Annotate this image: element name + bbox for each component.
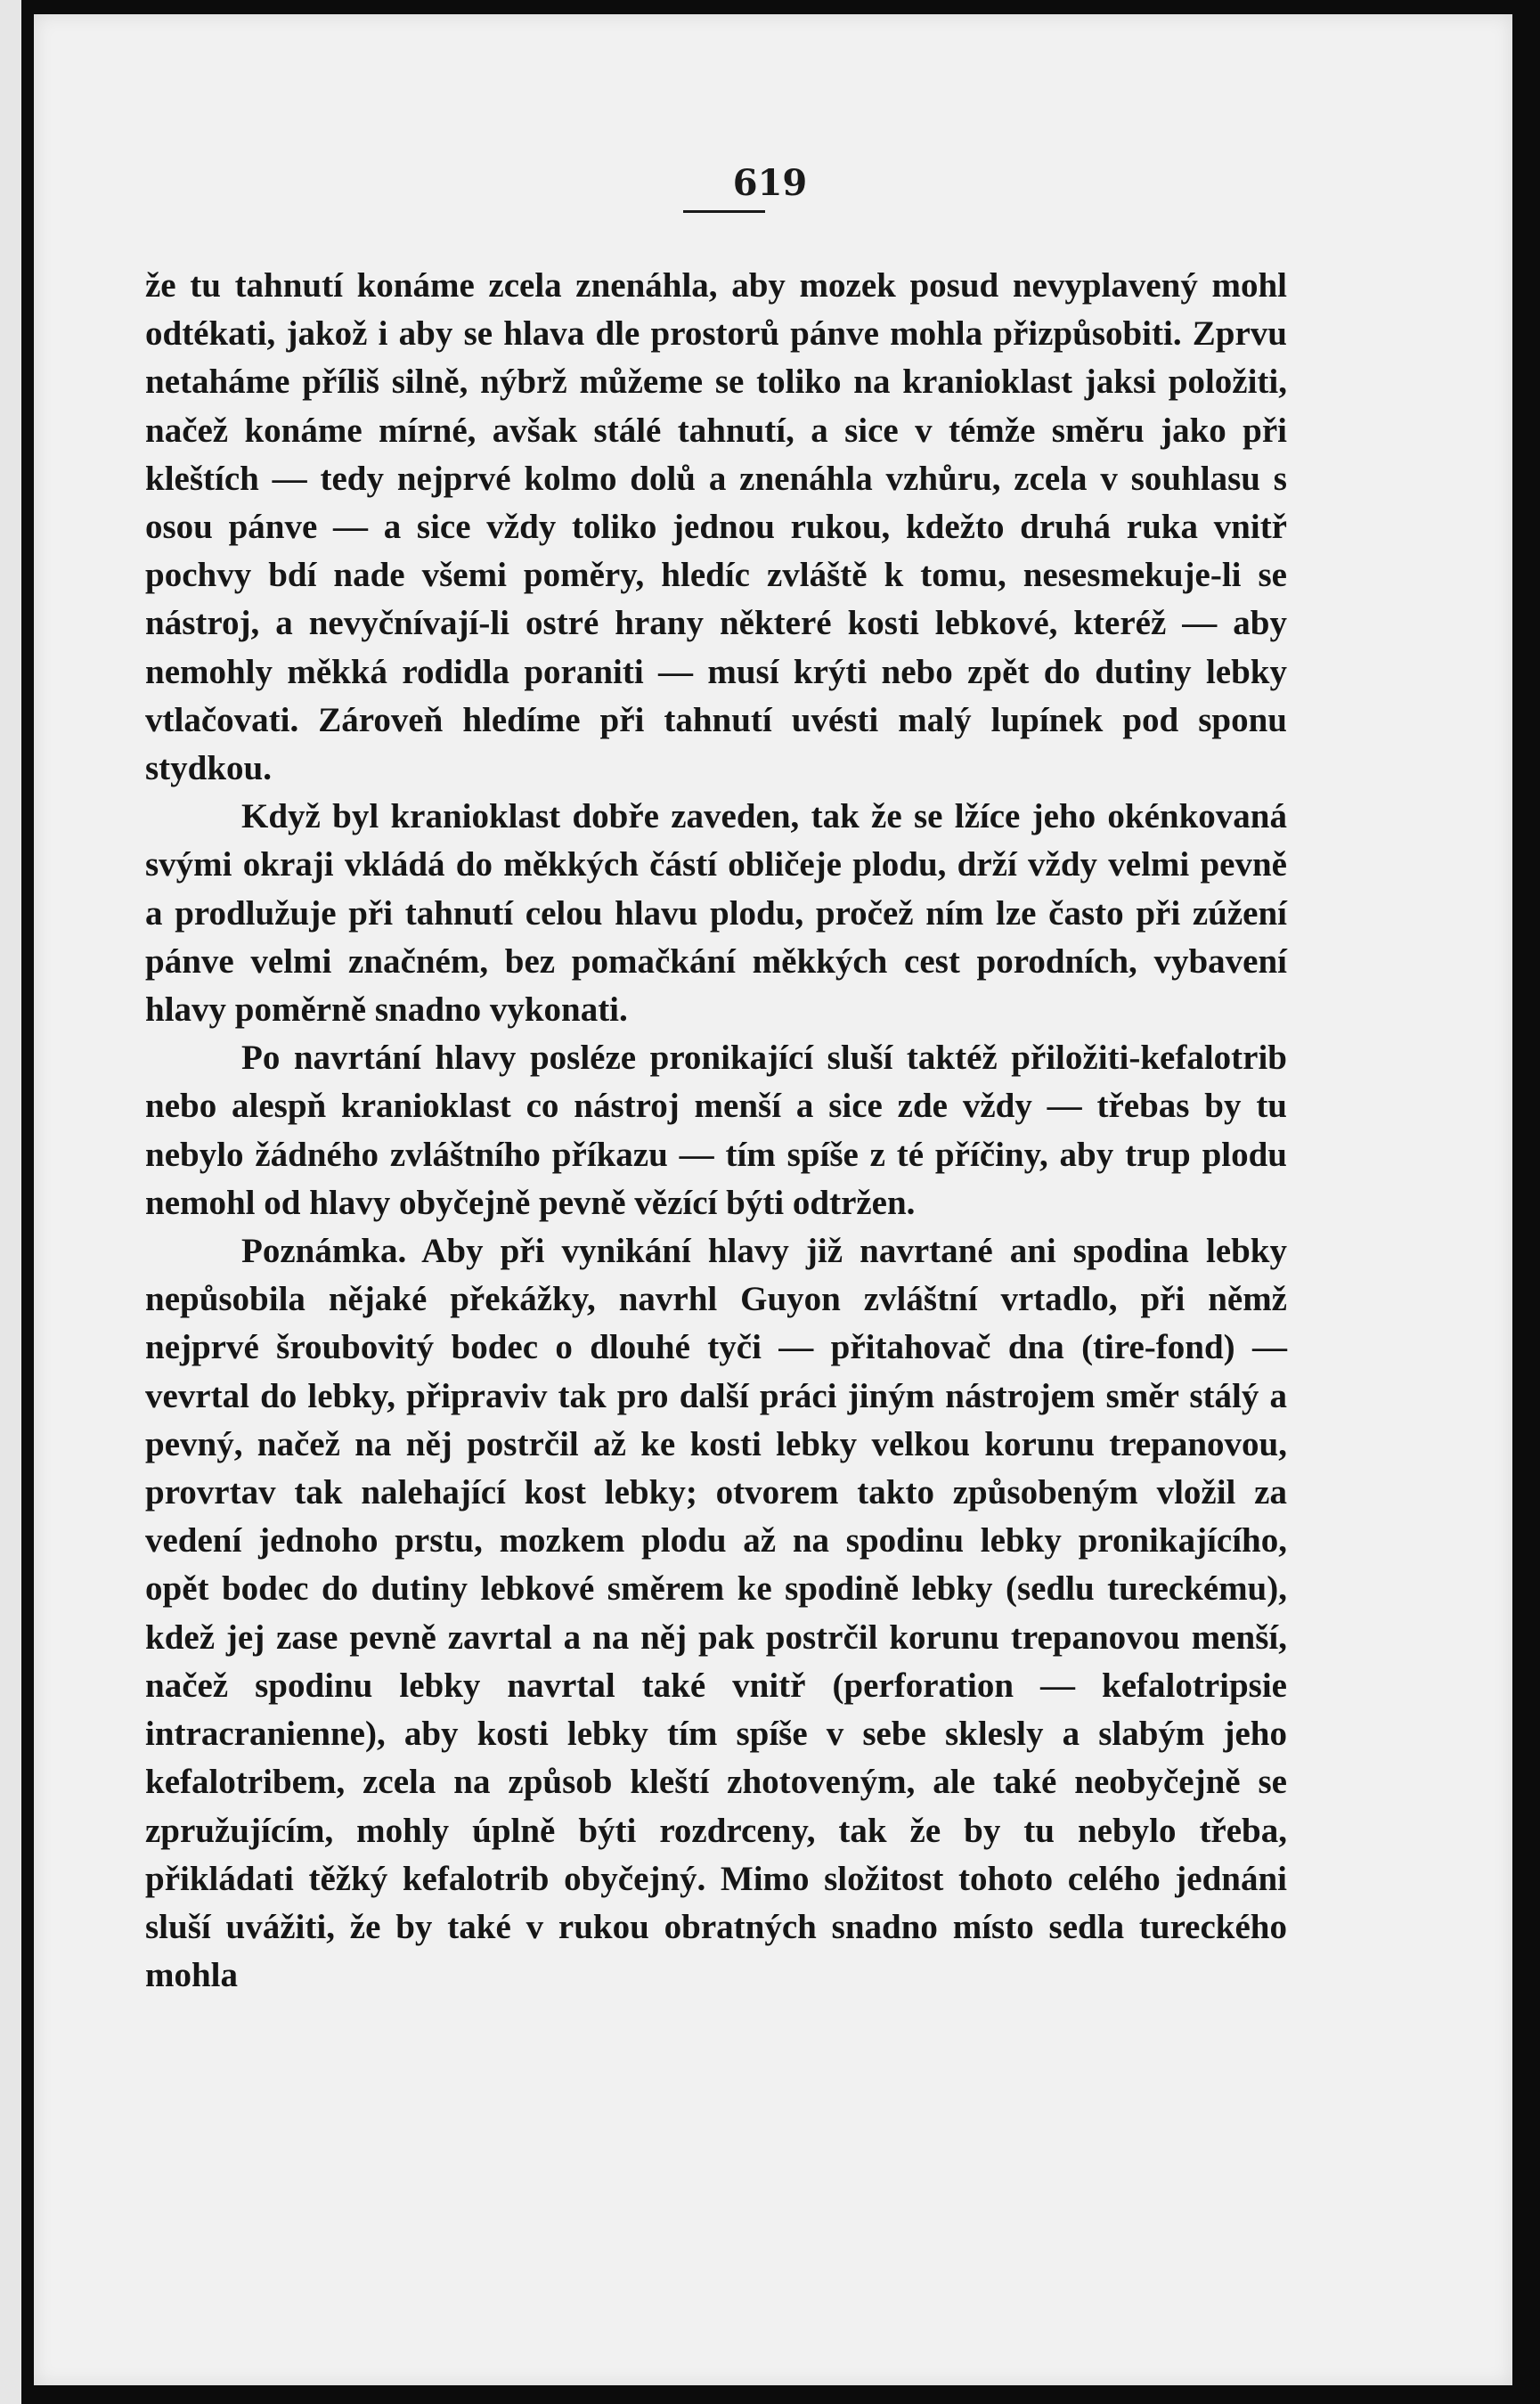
paragraph: Když byl kranioklast dobře zaveden, tak že se lžíce jeho okénkovaná svými okraji vkládá do měkkých částí obličeje plodu, drží vždy velmi pevně a prodlužuje při tahnutí celou hlavu plodu, pročež ním lze často při zúžení pánve velmi značném, bez pomačkání měkkých cest porodních, vybavení hlavy poměrně snadno vykonati.	[145, 797, 1287, 1030]
body-text	[145, 262, 1287, 2000]
paragraph: že tu tahnutí konáme zcela znenáhla, aby mozek posud nevyplavený mohl odtékati, jakož i aby se hlava dle prostorů pánve mohla přizpůsobiti. Zprvu netaháme příliš silně, nýbrž můžeme se toliko na kranioklast jaksi položiti, načež konáme mírné, avšak stálé tahnutí, a sice v témže směru jako při kleštích — tedy nejprvé kolmo dolů a znenáhla vzhůru, zcela v souhlasu s osou pánve — a sice vždy toliko jednou rukou, kdežto druhá ruka vnitř pochvy bdí nade všemi poměry, hledíc zvláště k tomu, nesesmekuje-li se nástroj, a nevyčnívají-li ostré hrany některé kosti lebkové, kteréž — aby nemohly měkká rodidla poraniti — musí krýti nebo zpět do dutiny lebky vtlačovati. Zároveň hledíme při tahnutí uvésti malý lupínek pod sponu stydkou.	[145, 266, 1287, 788]
page-number-underline	[683, 210, 765, 213]
page-number: 619	[732, 162, 808, 204]
paragraph-note: Poznámka. Aby při vynikání hlavy již navrtané ani spodina lebky nepůsobila nějaké překážky, navrhl Guyon zvláštní vrtadlo, při němž nejprvé šroubovitý bodec o dlouhé tyči — přitahovač dna (tire-fond) — vevrtal do lebky, připraviv tak pro další práci jiným nástrojem směr stálý a pevný, načež na něj postrčil až ke kosti lebky velkou korunu trepanovou, provrtav tak nalehající kost lebky; otvorem takto způsobeným vložil za vedení jednoho prstu, mozkem plodu až na spodinu lebky pronikajícího, opět bodec do dutiny lebkové směrem ke spodině lebky (sedlu tureckému), kdež jej zase pevně zavrtal a na něj pak postrčil korunu trepanovou menší, načež spodinu lebky navrtal také vnitř (perforation — kefalotripsie intracranienne), aby kosti lebky tím spíše v sebe sklesly a slabým jeho kefalotribem, zcela na způsob kleští zhotoveným, ale také neobyčejně se zpružujícím, mohly úplně býti rozdrceny, tak že by tu nebylo třeba, přikládati těžký kefalotrib obyčejný. Mimo složitost tohoto celého jednáni sluší uvážiti, že by také v rukou obratných snadno místo sedla tureckého mohla	[145, 1232, 1287, 1995]
page-gutter	[21, 0, 34, 2404]
paragraph: Po navrtání hlavy posléze pronikající sluší taktéž přiložiti-kefalotrib nebo alespň kranioklast co nástroj menší a sice zde vždy — třebas by tu nebylo žádného zvláštního příkazu — tím spíše z té příčiny, aby trup plodu nemohl od hlavy obyčejně pevně vězící býti odtržen.	[145, 1039, 1287, 1222]
